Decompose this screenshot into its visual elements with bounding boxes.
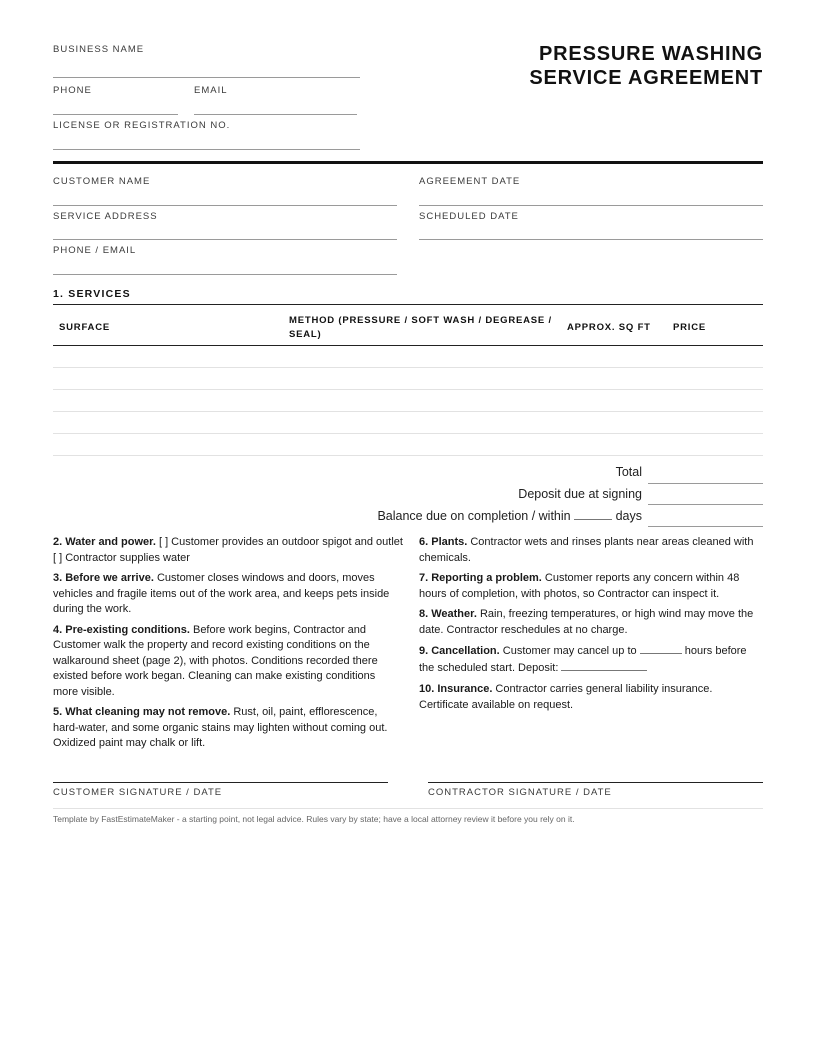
agreement-date-field[interactable] [419,205,763,206]
clauses-right [419,535,763,718]
col-sqft: APPROX. SQ FT [567,322,651,333]
clause-text: [ ] Customer provides an outdoor spigot and outlet [ ] Contractor supplies water [53,536,403,564]
clause-text: Customer reports any concern within 48 hours of completion, with photos, so Contractor can inspect it. [419,572,740,600]
services-heading: 1. SERVICES [53,288,131,300]
services-header-rule [53,345,763,346]
total-label: Total [615,465,642,479]
balance-field[interactable] [648,526,763,527]
balance-days-field[interactable] [574,510,612,520]
clause-cancellation [419,643,763,677]
balance-prefix: Balance due on completion / within [377,509,571,523]
phone-label: PHONE [53,85,92,96]
clause-weather [419,607,763,638]
footer-divider [53,808,763,809]
clause-pre-existing [53,623,403,701]
clause-title: 8. Weather. [419,608,477,620]
total-field[interactable] [648,483,763,484]
cancel-hours-field[interactable] [640,644,682,654]
customer-name-field[interactable] [53,205,397,206]
clause-title: 7. Reporting a problem. [419,572,542,584]
clause-text: Rust, oil, paint, efflorescence, hard-water, and some organic stains may lighten without coming out. Oxidized paint may chalk or lift. [53,706,388,749]
contractor-signature-field[interactable] [428,782,763,783]
customer-contact-label: PHONE / EMAIL [53,245,137,256]
table-row[interactable] [53,411,763,412]
balance-label [377,509,642,523]
clause-text: hours before the scheduled start. Deposit: [419,645,747,674]
scheduled-date-label: SCHEDULED DATE [419,211,519,222]
email-field[interactable] [194,114,357,115]
clause-title: 5. What cleaning may not remove. [53,706,231,718]
license-label: LICENSE OR REGISTRATION NO. [53,120,231,131]
customer-name-label: CUSTOMER NAME [53,176,151,187]
clause-text: Customer may cancel up to [499,645,637,657]
service-address-label: SERVICE ADDRESS [53,211,158,222]
table-row[interactable] [53,367,763,368]
customer-signature-label: CUSTOMER SIGNATURE / DATE [53,787,223,798]
clause-title: 3. Before we arrive. [53,572,154,584]
clause-title: 10. Insurance. [419,683,493,695]
clause-text: Customer closes windows and doors, moves vehicles and fragile items out of the work area, and keeps pets inside during the work. [53,572,390,615]
phone-field[interactable] [53,114,178,115]
footer-disclaimer: Template by FastEstimateMaker - a starting point, not legal advice. Rules vary by state; have a local attorney review it before you rely on it. [53,814,575,824]
agreement-page [53,0,763,1056]
title-line-1: PRESSURE WASHING [539,43,763,65]
title-line-2: SERVICE AGREEMENT [529,67,763,89]
balance-suffix: days [615,509,642,523]
customer-contact-field[interactable] [53,274,397,275]
business-name-field[interactable] [53,77,360,78]
scheduled-date-field[interactable] [419,239,763,240]
clause-text: Rain, freezing temperatures, or high wind may move the date. Contractor reschedules at no charge. [419,608,754,636]
clause-title: 4. Pre-existing conditions. [53,623,190,636]
email-label: EMAIL [194,85,228,96]
col-surface: SURFACE [59,322,110,333]
clause-text: Contractor wets and rinses plants near areas cleaned with chemicals. [419,536,754,564]
clause-may-not-remove [53,705,403,752]
clause-text: Before work begins, Contractor and Customer walk the property and record existing conditions on the walkaround sheet (page 2), with photos. Conditions recorded there existed before work began. Cleaning can make existing conditions more visible. [53,623,378,698]
col-price: PRICE [673,322,707,333]
clause-insurance [419,682,763,713]
cancel-deposit-field[interactable] [561,661,647,671]
license-field[interactable] [53,149,360,150]
header-divider [53,161,763,164]
business-name-label: BUSINESS NAME [53,44,145,55]
service-address-field[interactable] [53,239,397,240]
deposit-label: Deposit due at signing [518,487,642,501]
deposit-field[interactable] [648,504,763,505]
clauses-left [53,535,403,757]
clause-title: 6. Plants. [419,536,468,548]
clause-plants [419,535,763,566]
clause-reporting [419,571,763,602]
agreement-date-label: AGREEMENT DATE [419,176,521,187]
table-row[interactable] [53,389,763,390]
services-table-top-rule [53,304,763,305]
document-title [529,42,763,90]
col-method: METHOD (PRESSURE / SOFT WASH / DEGREASE / SEAL) [289,315,552,340]
customer-signature-field[interactable] [53,782,388,783]
clause-before-arrive [53,571,403,618]
clause-title: 2. Water and power. [53,536,156,548]
clause-text: Contractor carries general liability insurance. Certificate available on request. [419,683,713,711]
clause-title: 9. Cancellation. [419,645,500,657]
table-row[interactable] [53,455,763,456]
contractor-signature-label: CONTRACTOR SIGNATURE / DATE [428,787,612,798]
clause-water-power [53,535,403,566]
table-row[interactable] [53,433,763,434]
